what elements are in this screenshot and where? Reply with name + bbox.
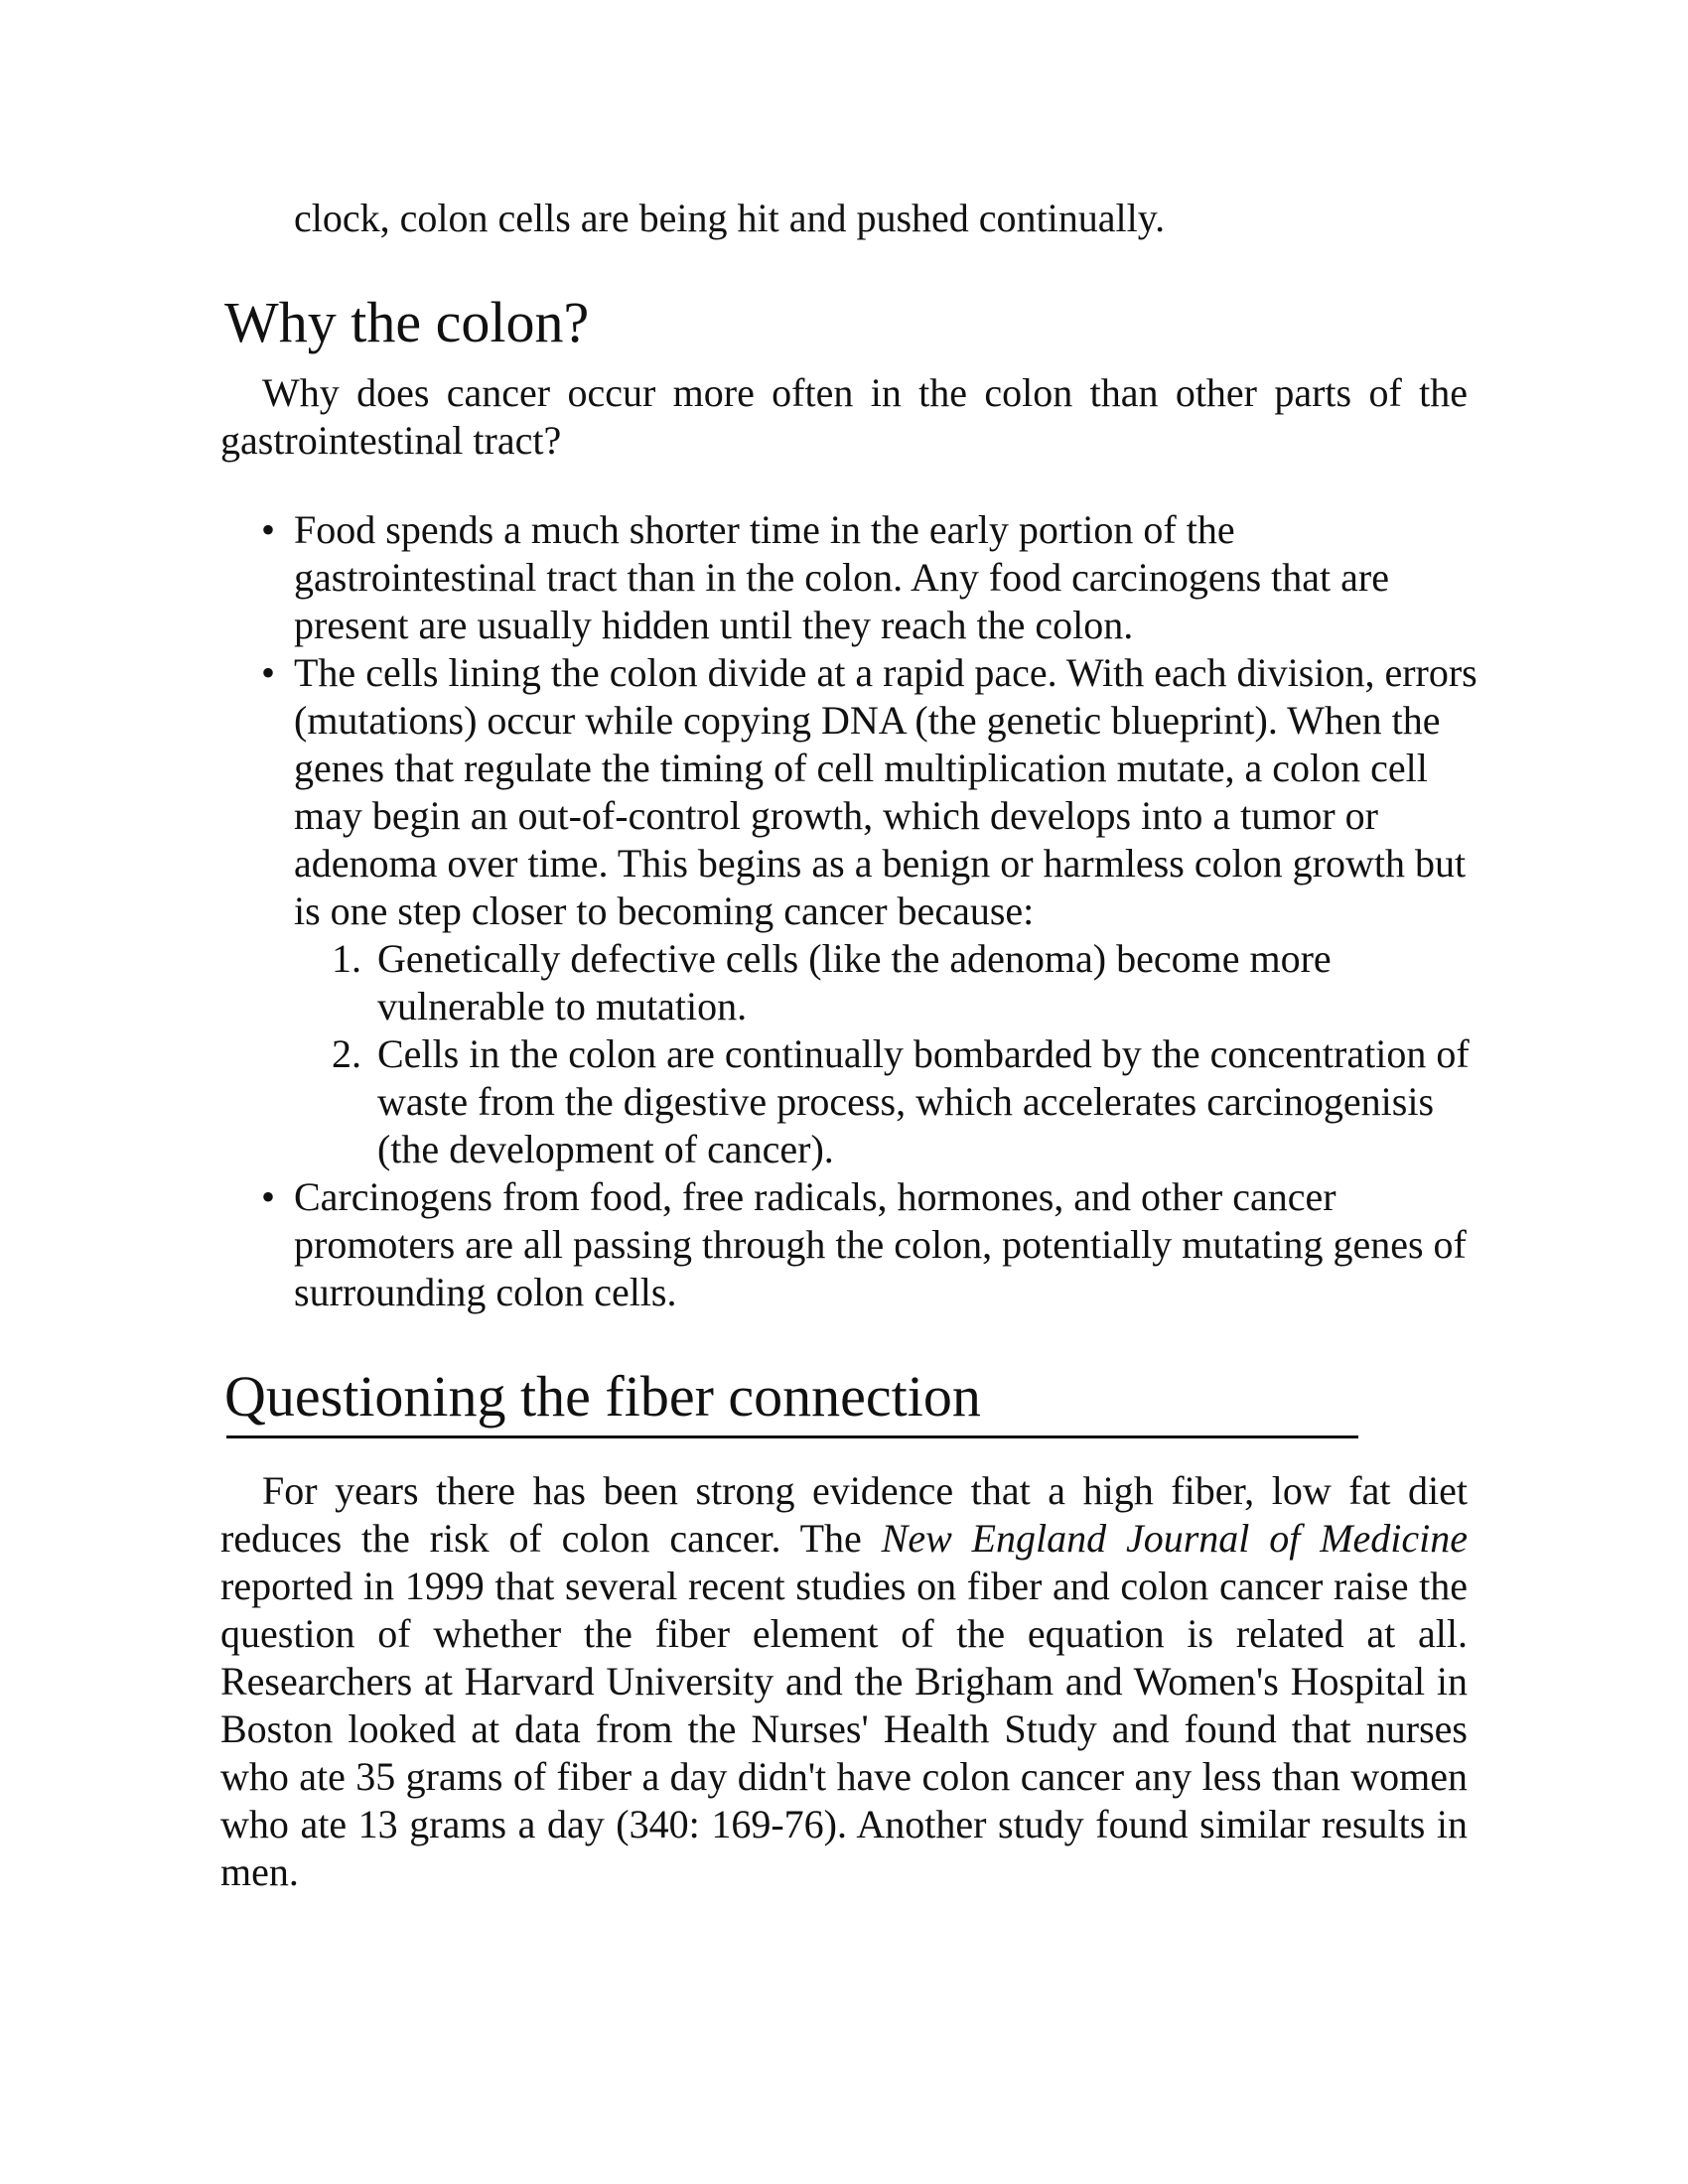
numbered-list — [294, 935, 1485, 1173]
fiber-text-part2: reported in 1999 that several recent studies on fiber and colon cancer raise the question of whether the fiber element of the equation is related at all. Researchers at Harvard University and the Brigham and Women's Hospital in Boston looked at data from the Nurses' Health Study and found that nurses who ate 35 grams of fiber a day didn't have colon cancer any less than women who ate 13 grams a day (340: 169-76). Another study found similar results in men. — [220, 1564, 1468, 1894]
journal-title: New England Journal of Medicine — [881, 1516, 1469, 1561]
bullet-icon: • — [260, 507, 275, 552]
intro-paragraph: Why does cancer occur more often in the colon than other parts of the gastrointestinal tract? — [220, 370, 1468, 463]
bullet-item — [260, 1173, 1485, 1316]
section-heading-why-the-colon: Why the colon? — [224, 290, 590, 354]
fiber-text-part1: For years there has been strong evidence that a high fiber, low fat diet reduces the risk of colon cancer. The — [220, 1468, 1468, 1561]
numbered-item — [332, 935, 1485, 1030]
numbered-text: Genetically defective cells (like the adenoma) become more vulnerable to mutation. — [377, 936, 1332, 1028]
number-marker: 2. — [332, 1031, 361, 1076]
bullet-item — [260, 649, 1485, 1173]
numbered-item — [332, 1030, 1485, 1173]
number-marker: 1. — [332, 936, 361, 981]
bullet-text: Food spends a much shorter time in the early portion of the gastrointestinal tract than in the colon. Any food carcinogens that are present are usually hidden until they reach the colon. — [294, 507, 1389, 647]
numbered-text: Cells in the colon are continually bombarded by the concentration of waste from the digestive process, which accelerates carcinogenisis (the development of cancer). — [377, 1031, 1470, 1171]
bullet-text: The cells lining the colon divide at a rapid pace. With each division, errors (mutations) occur while copying DNA (the genetic blueprint). When the genes that regulate the timing of cell multiplication mutate, a colon cell may begin an out-of-control growth, which develops into a tumor or adenoma over time. This begins as a benign or harmless colon growth but is one step closer to becoming cancer because: — [294, 650, 1477, 933]
bullet-list — [260, 506, 1485, 1316]
bullet-icon: • — [260, 1174, 275, 1219]
continuation-text: clock, colon cells are being hit and pushed continually. — [294, 196, 1166, 240]
heading-underline — [226, 1435, 1358, 1438]
bullet-text: Carcinogens from food, free radicals, hormones, and other cancer promoters are all passing through the colon, potentially mutating genes of surrounding colon cells. — [294, 1174, 1467, 1314]
fiber-paragraph — [220, 1467, 1468, 1896]
bullet-icon: • — [260, 650, 275, 695]
section-heading-fiber-connection: Questioning the fiber connection — [224, 1364, 981, 1429]
bullet-item — [260, 506, 1485, 649]
